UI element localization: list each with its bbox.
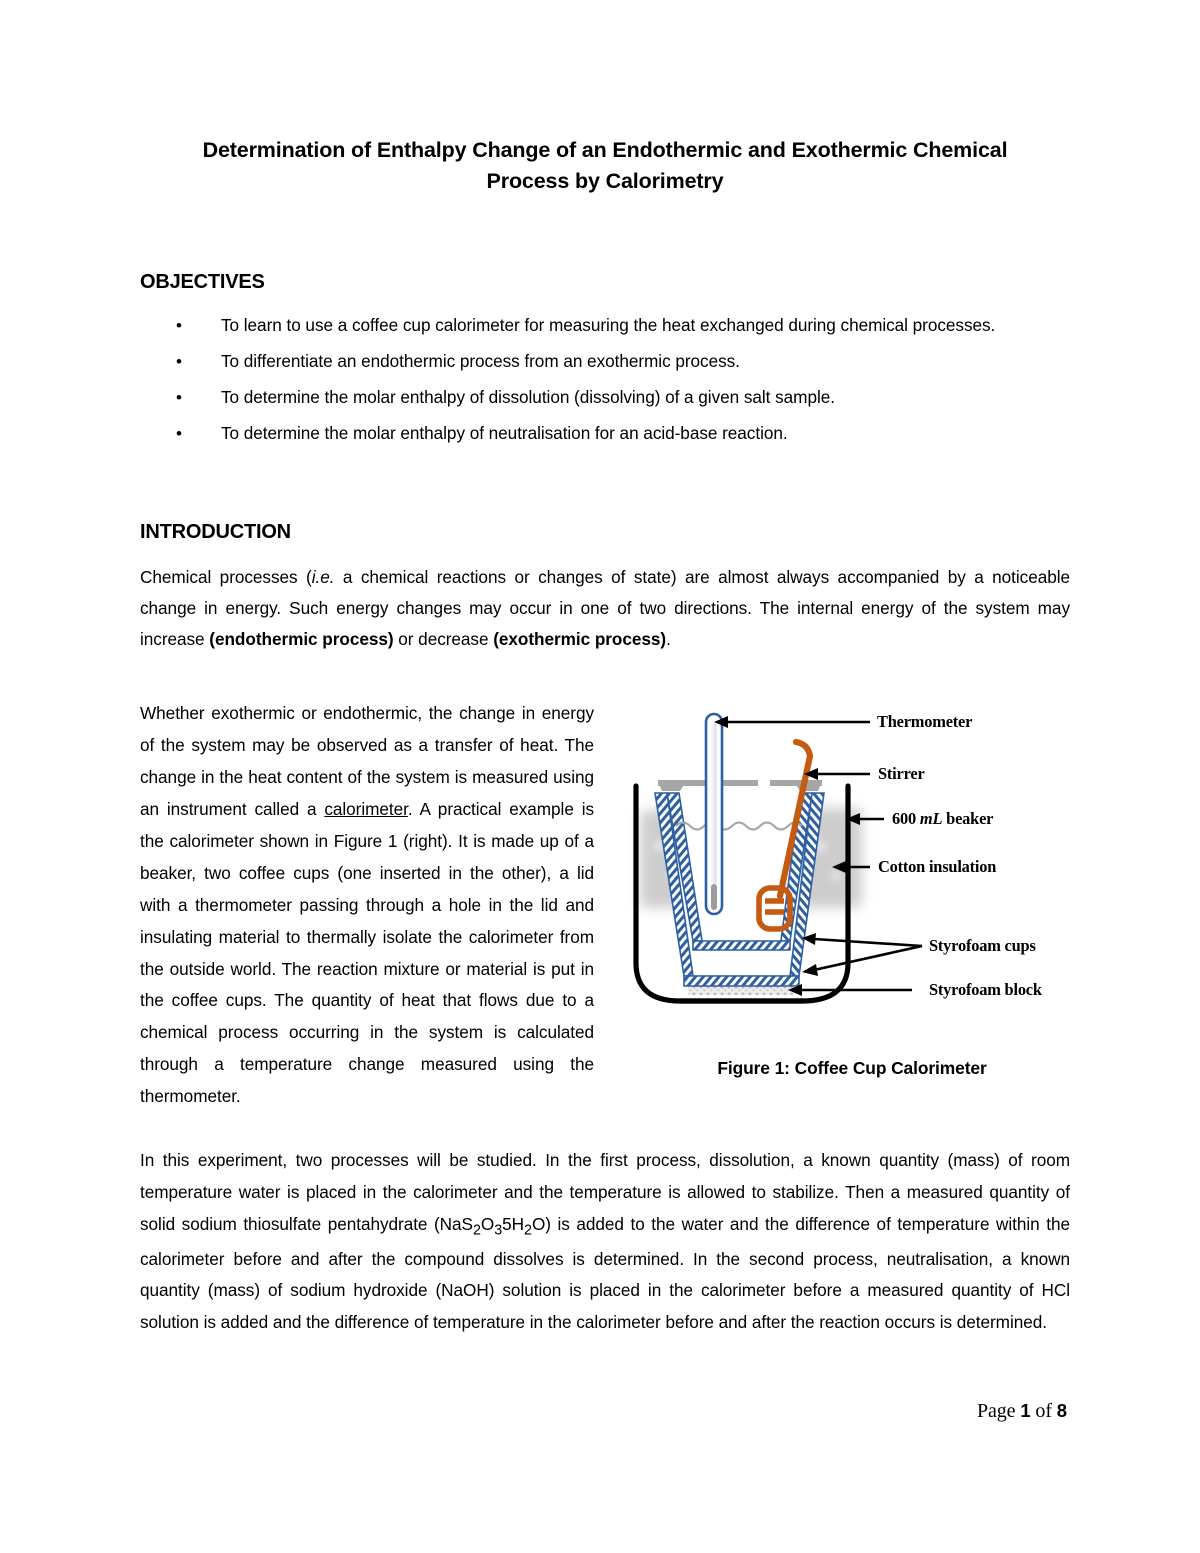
figure-1 <box>622 698 1070 1079</box>
objectives-heading: OBJECTIVES <box>140 271 265 294</box>
beaker-unit: mL <box>919 809 943 829</box>
list-item <box>140 384 1070 412</box>
intro-text-d: . <box>666 628 671 649</box>
leader-cups-1 <box>814 939 922 946</box>
intro-text-c: or decrease <box>393 628 494 649</box>
document-content <box>140 135 1070 1339</box>
intro-text-a: Chemical processes ( <box>140 567 312 588</box>
endothermic-emphasis: (endothermic process) <box>209 628 394 649</box>
leader-cups-2 <box>814 946 922 970</box>
final-text-d: O) is added to the water and the difference of temperature within the calorimeter before and after the compound dissolves is determined. In the second process, neutralisation, a known quantity (mass) of sodium hydroxide (NaOH) solution is placed in the calorimeter before a measured quantity of HCl solution is added and the difference of temperature in the calorimeter before and after the reaction occurs is determined. <box>140 1213 1070 1333</box>
formula-sub-2: 3 <box>494 1222 503 1239</box>
footer-total-pages: 8 <box>1056 1400 1067 1421</box>
calorimeter-diagram <box>622 698 1070 1050</box>
bullet-icon: • <box>176 351 182 371</box>
calorimeter-term: calorimeter <box>324 799 408 820</box>
introduction-paragraph-1 <box>140 562 1070 654</box>
objective-text: To determine the molar enthalpy of dissolution (dissolving) of a given salt sample. <box>221 386 835 407</box>
intro-italic-ie: i.e. <box>311 567 335 588</box>
beaker-word: beaker <box>942 809 994 829</box>
final-text-a: In this experiment, two processes will be studied. In the first process, dissolution, a known quantity (mass) of room temperature water is placed in the calorimeter and the temperature is allowed to stabilize. Then a measured quantity of solid sodium thiosulfate pentahydrate (NaS <box>140 1150 1070 1234</box>
thermometer-shape <box>706 714 722 914</box>
label-beaker <box>892 809 993 829</box>
label-thermometer: Thermometer <box>877 712 973 732</box>
objective-text: To determine the molar enthalpy of neutralisation for an acid-base reaction. <box>221 422 788 443</box>
figure-caption: Figure 1: Coffee Cup Calorimeter <box>717 1058 987 1079</box>
lid-bar-right <box>770 780 822 786</box>
label-cotton-insulation: Cotton insulation <box>878 857 997 877</box>
figure-text-block <box>140 698 1070 1113</box>
page-footer <box>977 1400 1067 1423</box>
lid-bar-middle <box>720 780 758 786</box>
objectives-list <box>140 312 1070 447</box>
lid-bar-left <box>658 780 710 786</box>
list-item <box>140 312 1070 340</box>
page-title: Determination of Enthalpy Change of an Endothermic and Exothermic Chemical Process by Calorimetry <box>202 138 1008 193</box>
footer-prefix: Page <box>976 1400 1021 1422</box>
outer-cup-bottom <box>684 976 799 986</box>
introduction-paragraph-2 <box>140 1145 1070 1339</box>
introduction-heading: INTRODUCTION <box>140 521 291 544</box>
formula-sub-3: 2 <box>524 1222 532 1239</box>
bullet-icon: • <box>176 423 182 443</box>
final-text-b: O <box>480 1213 495 1234</box>
final-text-c: 5H <box>502 1213 525 1234</box>
formula-sub-1: 2 <box>472 1222 481 1239</box>
intro-text-b: a chemical reactions or changes of state) are almost always accompanied by a noticeable change in energy. Such energy changes may occur in one of two directions. The internal energy of the system may increase <box>140 567 1071 649</box>
list-item <box>140 348 1070 376</box>
beaker-volume-value: 600 <box>892 809 920 829</box>
inner-cup-bottom <box>693 941 790 950</box>
column-text-a: Whether exothermic or endothermic, the change in energy of the system may be observed as a transfer of heat. The change in the heat content of the system is measured using an instrument called a <box>140 703 594 820</box>
bullet-icon: • <box>176 316 182 336</box>
exothermic-emphasis: (exothermic process) <box>493 628 667 649</box>
column-text-b: . A practical example is the calorimeter shown in Figure 1 (right). It is made up of a beaker, two coffee cups (one inserted in the other), a lid with a thermometer passing through a hole in the lid and insulating material to thermally isolate the calorimeter from the outside world. The reaction mixture or material is put in the coffee cups. The quantity of heat that flows due to a chemical process occurring in the system is calculated through a temperature change measured using the thermometer. <box>140 799 595 1107</box>
label-styrofoam-block: Styrofoam block <box>929 980 1042 1000</box>
list-item <box>140 420 1070 448</box>
label-stirrer: Stirrer <box>878 764 925 784</box>
bullet-icon: • <box>176 387 182 407</box>
label-styrofoam-cups: Styrofoam cups <box>929 936 1036 956</box>
footer-page-number: 1 <box>1020 1400 1031 1421</box>
objective-text: To learn to use a coffee cup calorimeter for measuring the heat exchanged during chemical processes. <box>221 315 996 336</box>
objective-text: To differentiate an endothermic process from an exothermic process. <box>221 350 740 371</box>
footer-middle: of <box>1030 1400 1057 1422</box>
